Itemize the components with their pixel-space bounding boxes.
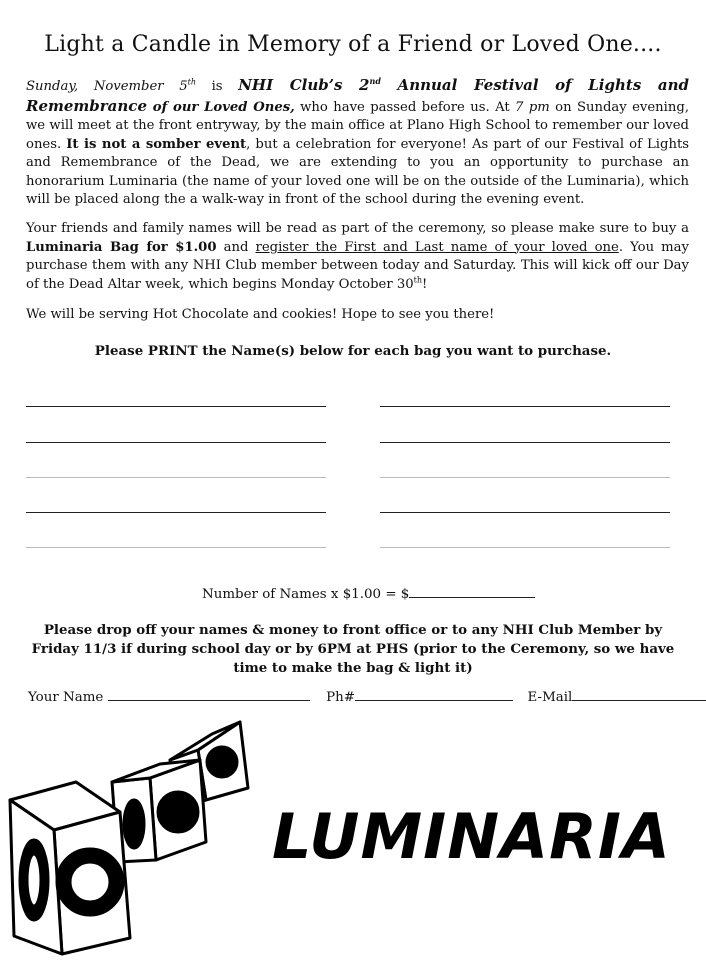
calc-label: Number of Names x $1.00 = $ [202,587,410,602]
medium-bag-icon [112,760,206,862]
name-line-left-5[interactable] [26,547,326,548]
name-line-right-5[interactable] [380,547,670,548]
ceremony-paragraph: Your friends and family names will be read as part of the ceremony, so please make sure to buy a Luminaria Bag for $1.00 and register the First and Last name of your loved one. You may purchase them with any NHI Club member between today and Saturday. This will kick off our Day of the Dead Altar week, which begins Monday October 30th! [26,221,689,292]
luminaria-bags-illustration [0,700,270,958]
email-field[interactable] [572,688,706,701]
name-line-right-2[interactable] [380,442,670,443]
print-instruction: Please PRINT the Name(s) below for each bag you want to purchase. [94,343,612,359]
dropoff-instructions: Please drop off your names & money to front office or to any NHI Club Member by Friday 11/3 if during school day or by 6PM at PHS (prior to the Ceremony, so we have time to make the bag & light it) [31,622,675,676]
name-line-left-2[interactable] [26,442,326,443]
name-line-right-4[interactable] [380,512,670,513]
event-date: Sunday, November 5th [26,77,196,94]
email-label: E-Mail [527,690,573,705]
refreshments-paragraph: We will be serving Hot Chocolate and cookies! Hope to see you there! [26,307,495,322]
name-line-left-3[interactable] [26,477,326,478]
intro-paragraph: Sunday, November 5th is NHI Club’s 2nd Annual Festival of Lights and Remembrance of our Loved Ones, who have passed before us. At 7 pm on Sunday evening, we will meet at the front entryway, by the main office at Plano High School to remember our loved ones. It is not a somber event, but a celebration for everyone! As part of our Festival of Lights and Remembrance of the Dead, we are extending to you an opportunity to purchase an honorarium Luminaria (the name of your loved one will be on the outside of the Luminaria), which will be placed along the a walk-way in front of the school during the evening event. [26,76,690,207]
page-title: Light a Candle in Memory of a Friend or Loved One.... [44,32,662,57]
name-line-right-3[interactable] [380,477,670,478]
event-name: NHI Club’s 2nd Annual Festival of Lights and Remembrance [26,76,690,115]
name-line-left-1[interactable] [26,406,326,407]
total-amount-field[interactable] [409,585,535,598]
phone-label: Ph# [326,690,355,705]
luminaria-logo-text: LUMINARIA [272,800,671,873]
name-label: Your Name [28,690,104,705]
name-line-left-4[interactable] [26,512,326,513]
total-calculation [202,585,535,602]
large-bag-icon [10,782,130,954]
name-line-right-1[interactable] [380,406,670,407]
phone-field[interactable] [355,688,513,701]
